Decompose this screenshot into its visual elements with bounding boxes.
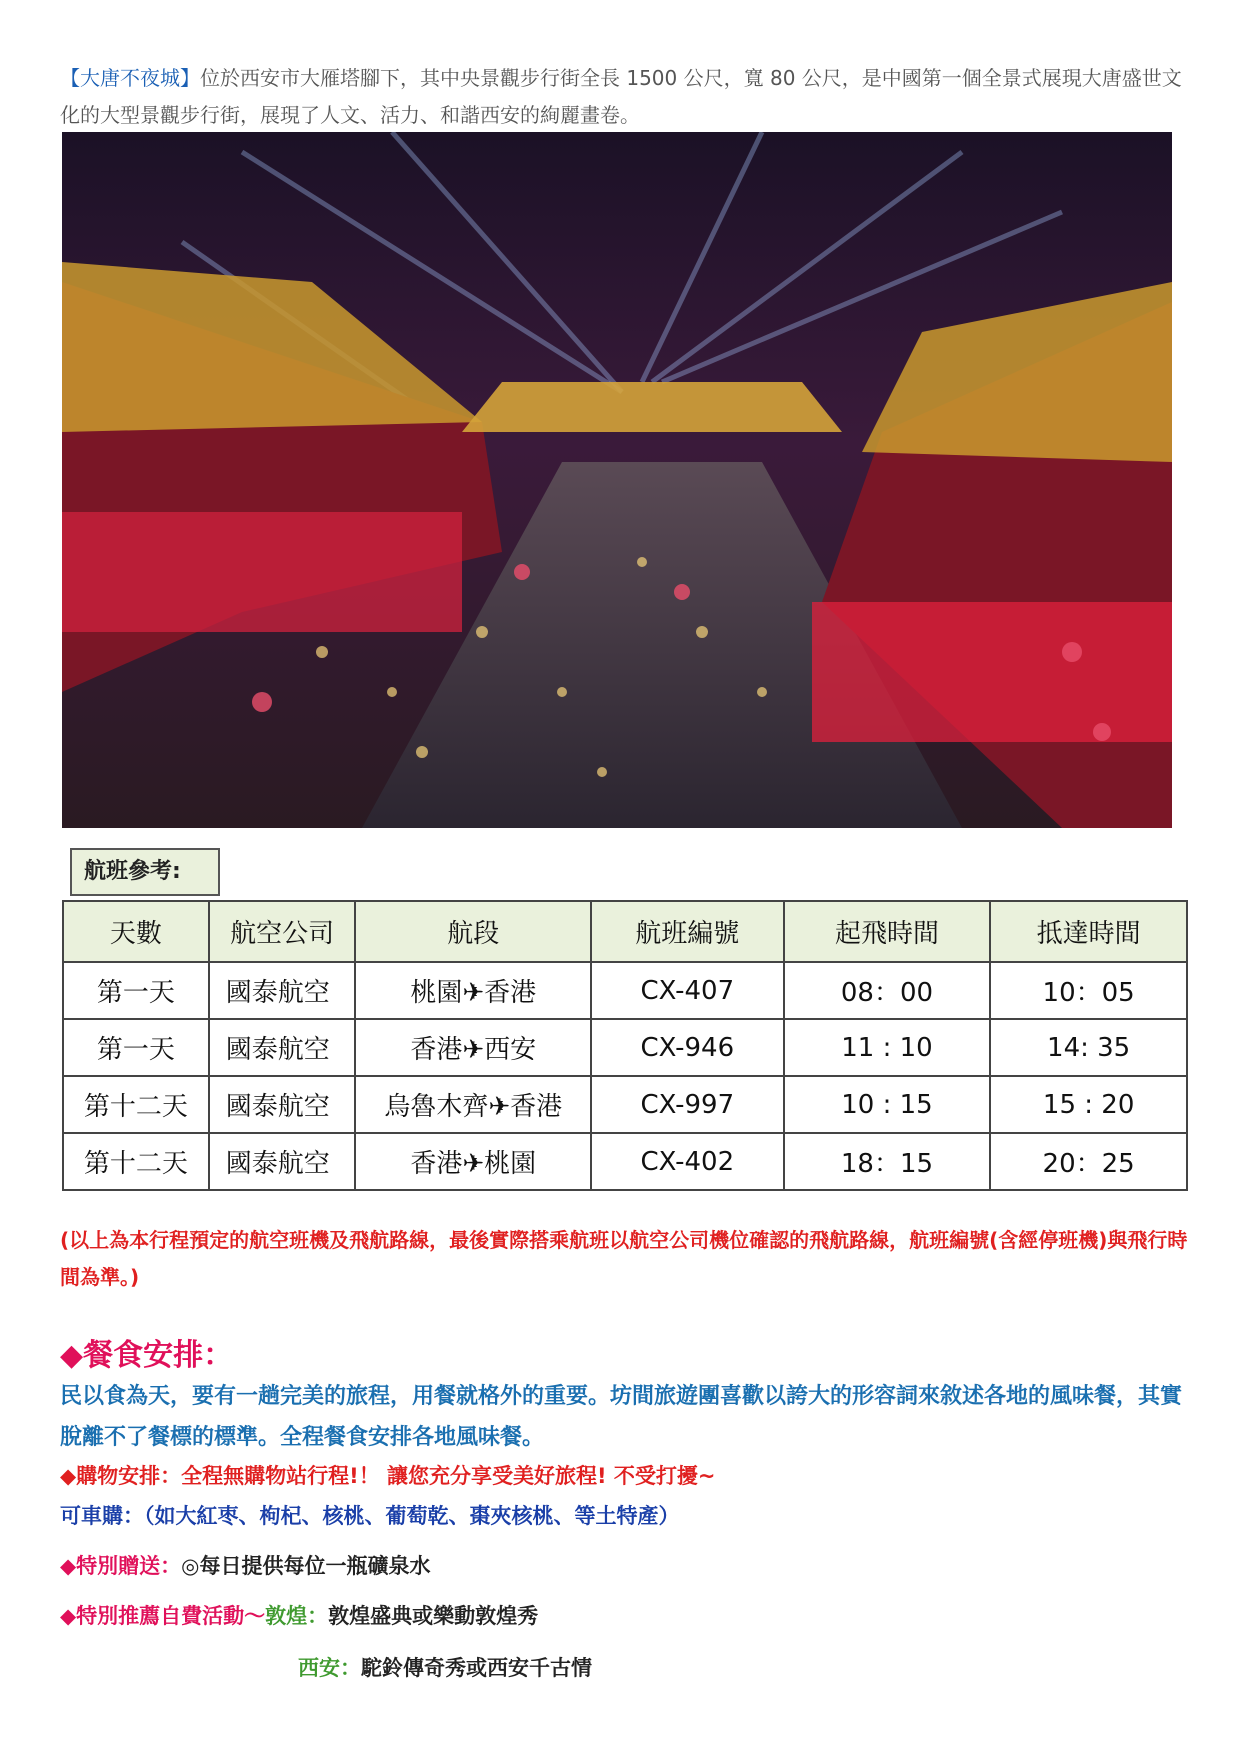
- cell-day: 第十二天: [63, 1133, 209, 1190]
- cell-flight-no: CX-407: [591, 962, 784, 1019]
- cell-flight-no: CX-402: [591, 1133, 784, 1190]
- cell-day: 第一天: [63, 962, 209, 1019]
- recommend-text-xian: 駝鈴傳奇秀或西安千古情: [361, 1656, 592, 1680]
- gift-info: [60, 1550, 430, 1580]
- header-departure: 起飛時間: [784, 901, 991, 962]
- meal-section-title: ◆餐食安排：: [60, 1338, 234, 1373]
- cell-flight-no: CX-946: [591, 1019, 784, 1076]
- cell-airline: 國泰航空: [209, 1076, 356, 1133]
- table-row: [63, 962, 1187, 1019]
- cell-departure: 10 : 15: [784, 1076, 991, 1133]
- shopping-info: ◆購物安排：全程無購物站行程!！ 讓您充分享受美好旅程! 不受打擾~: [60, 1464, 716, 1488]
- header-arrival: 抵達時間: [990, 901, 1187, 962]
- cell-departure: 08：00: [784, 962, 991, 1019]
- cell-departure: 18：15: [784, 1133, 991, 1190]
- cell-route: 烏魯木齊✈香港: [355, 1076, 591, 1133]
- recommend-place-xian: 西安：: [298, 1656, 361, 1680]
- cell-arrival: 15 : 20: [990, 1076, 1187, 1133]
- cell-airline: 國泰航空: [209, 962, 356, 1019]
- header-flight-no: 航班編號: [591, 901, 784, 962]
- table-header-row: [63, 901, 1187, 962]
- flight-reference-label: 航班參考:: [70, 848, 220, 896]
- header-route: 航段: [355, 901, 591, 962]
- recommend-dunhuang: [60, 1600, 538, 1630]
- recommend-xian: [298, 1652, 592, 1682]
- cell-route: 香港✈西安: [355, 1019, 591, 1076]
- cell-airline: 國泰航空: [209, 1019, 356, 1076]
- cell-day: 第十二天: [63, 1076, 209, 1133]
- flight-table: [62, 900, 1188, 1191]
- cell-departure: 11 : 10: [784, 1019, 991, 1076]
- flight-disclaimer: (以上為本行程預定的航空班機及飛航路線，最後實際搭乘航班以航空公司機位確認的飛航路線，航班編號(含經停班機)與飛行時間為準。): [60, 1228, 1188, 1289]
- cell-arrival: 20：25: [990, 1133, 1187, 1190]
- table-row: [63, 1076, 1187, 1133]
- shopping-items: 可車購：（如大紅枣、枸杞、核桃、葡萄乾、棗夾核桃、等土特產）: [60, 1504, 680, 1528]
- recommend-label: ◆特別推薦自費活動～: [60, 1604, 266, 1628]
- night-city-photo: [62, 132, 1172, 828]
- gift-text: ◎每日提供每位一瓶礦泉水: [181, 1554, 431, 1578]
- intro-paragraph: [60, 60, 1190, 134]
- header-airline: 航空公司: [209, 901, 356, 962]
- cell-airline: 國泰航空: [209, 1133, 356, 1190]
- gift-label: ◆特別贈送：: [60, 1554, 182, 1578]
- cell-arrival: 10：05: [990, 962, 1187, 1019]
- cell-route: 香港✈桃園: [355, 1133, 591, 1190]
- table-row: [63, 1019, 1187, 1076]
- recommend-place-dunhuang: 敦煌：: [265, 1604, 329, 1628]
- meal-description: 民以食為天，要有一趟完美的旅程，用餐就格外的重要。坊間旅遊團喜歡以誇大的形容詞來敘述各地的風味餐，其實脫離不了餐標的標準。全程餐食安排各地風味餐。: [60, 1384, 1183, 1450]
- cell-day: 第一天: [63, 1019, 209, 1076]
- table-row: [63, 1133, 1187, 1190]
- cell-route: 桃園✈香港: [355, 962, 591, 1019]
- header-day: 天數: [63, 901, 209, 962]
- intro-highlight: 【大唐不夜城】: [60, 66, 200, 90]
- cell-flight-no: CX-997: [591, 1076, 784, 1133]
- recommend-text-dunhuang: 敦煌盛典或樂動敦煌秀: [328, 1604, 539, 1628]
- cell-arrival: 14: 35: [990, 1019, 1187, 1076]
- intro-text: 位於西安市大雁塔腳下，其中央景觀步行街全長 1500 公尺，寬 80 公尺，是中國第一個全景式展現大唐盛世文化的大型景觀步行街，展現了人文、活力、和諧西安的絢麗畫卷。: [60, 66, 1182, 127]
